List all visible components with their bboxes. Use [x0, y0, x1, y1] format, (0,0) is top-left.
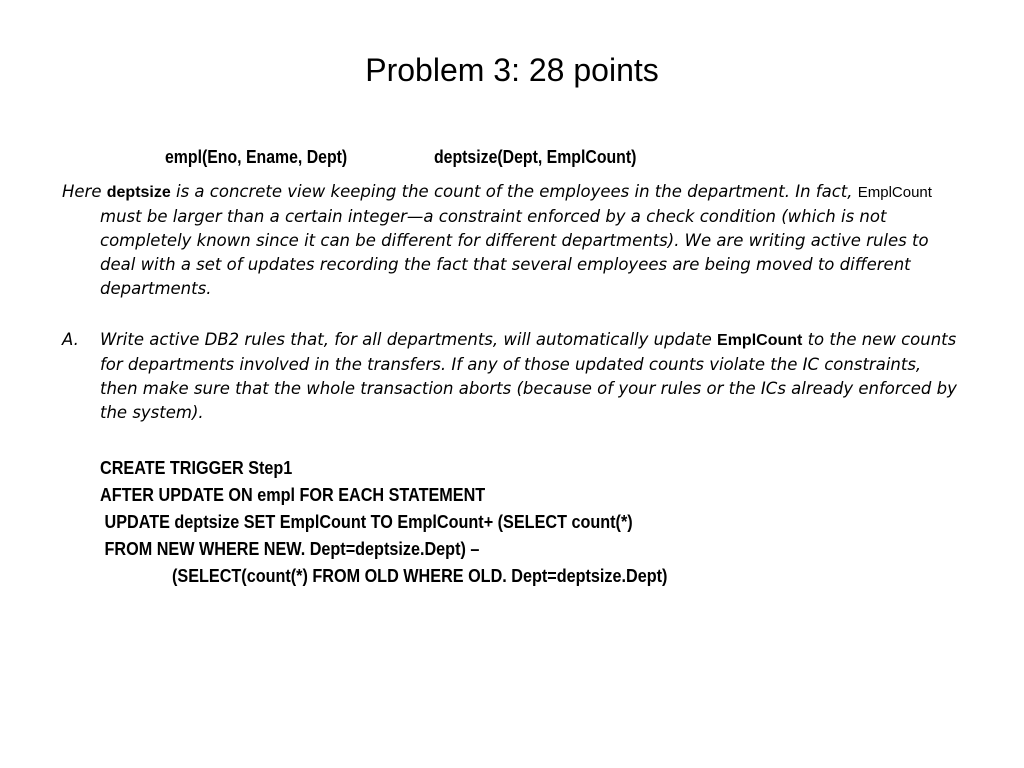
- slide-title: Problem 3: 28 points: [365, 52, 659, 88]
- code-line-update-deptsize: UPDATE deptsize SET EmplCount TO EmplCount+ (SELECT count(*): [104, 512, 633, 532]
- item-a-text-2: to the new counts for departments involved in the transfers. If any of those updated counts violate the IC constraints, then make sure that the whole transaction aborts (because of your rules or the ICs already enforced by the system).: [100, 330, 957, 422]
- ligature-ff: ff: [396, 231, 409, 250]
- schema-empl: empl(Eno, Ename, Dept): [165, 147, 348, 167]
- item-a-text-1: Write active DB2 rules that, for all departments, will automatically update: [100, 330, 718, 349]
- intro-text-3: erent for di: [408, 231, 501, 250]
- emplcount-keyword: EmplCount: [717, 332, 803, 349]
- intro-paragraph: [62, 180, 962, 301]
- deptsize-keyword: deptsize: [106, 184, 171, 201]
- ligature-ff: ff: [854, 255, 867, 274]
- code-line-after-update: AFTER UPDATE ON empl FOR EACH STATEMENT: [100, 485, 486, 505]
- intro-text-2: must be larger than a certain integer—a constraint enforced by a check condition (which is not completely known since it can be di: [100, 207, 887, 250]
- item-a-body: [100, 328, 962, 425]
- ligature-ff: ff: [500, 231, 513, 250]
- code-line-select-old: (SELECT(count(*) FROM OLD WHERE OLD. Dept=deptsize.Dept): [172, 566, 668, 586]
- intro-text-1: is a concrete view keeping the count of the employees in the department. In fact,: [170, 182, 858, 201]
- intro-text-5: erent departments.: [100, 255, 911, 298]
- intro-here: Here: [62, 182, 102, 201]
- item-a: [62, 328, 962, 425]
- code-line-create-trigger: CREATE TRIGGER Step1: [100, 458, 293, 478]
- intro-text-4: erent departments). We are writing active rules to deal with a set of updates recording the fact that several employees are being moved to di: [100, 231, 929, 274]
- trigger-code-block: [100, 455, 667, 590]
- code-line-from-new: FROM NEW WHERE NEW. Dept=deptsize.Dept) –: [104, 539, 480, 559]
- emplcount-keyword: EmplCount: [857, 184, 932, 201]
- item-a-marker: A.: [62, 330, 79, 349]
- schema-deptsize: deptsize(Dept, EmplCount): [434, 147, 637, 167]
